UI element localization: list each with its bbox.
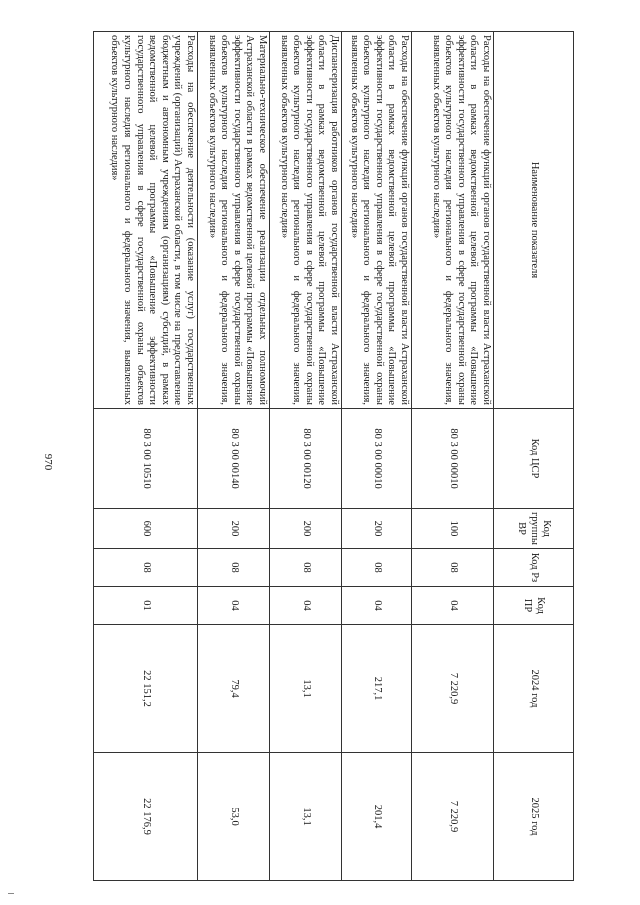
- row-2024: 7 220,9: [412, 625, 494, 753]
- row-2025: 13,1: [270, 753, 342, 881]
- row-vr: 200: [270, 509, 342, 549]
- row-name: Расходы на обеспечение функций органов государственной власти Астраханской области в рамках ведомственной целевой программы «Повышение эффективности государственного управления в сфере государственной охраны объектов культурного наследия регионального и федерального значения, выявленных объектов культурного наследия»: [412, 32, 494, 409]
- row-csr: 80 3 00 00140: [198, 409, 270, 509]
- row-name: Расходы на обеспечение деятельности (оказание услуг) государственных учреждений (организаций) Астраханской области, в том числе на предоставление бюджетным и автономным учреждениям (организациям) субсидий, в рамках ведомственной целевой программы «Повышение эффективности государственного управления в сфере государственной охраны объектов культурного наследия регионального и федерального значения, выявленных объектов культурного наследия»: [94, 32, 198, 409]
- row-csr: 80 3 00 00010: [412, 409, 494, 509]
- row-csr: 80 3 00 00010: [342, 409, 412, 509]
- row-2024: 13,1: [270, 625, 342, 753]
- row-vr: 200: [342, 509, 412, 549]
- row-rz: 08: [342, 549, 412, 587]
- rotated-table-container: [109, 31, 574, 880]
- row-rz: 08: [270, 549, 342, 587]
- row-csr: 80 3 00 10510: [94, 409, 198, 509]
- row-name: Диспансеризация работников органов государственной власти Астраханской области в рамках ведомственной целевой программы «Повышение эффективности государственного управления в сфере государственной охраны объектов культурного наследия регионального и федерального значения, выявленных объектов культурного наследия»: [270, 32, 342, 409]
- row-pr: 04: [270, 587, 342, 625]
- header-csr: Код ЦСР: [494, 409, 574, 509]
- table-header-row: [494, 32, 574, 881]
- table-row: [198, 32, 270, 881]
- table-row: [342, 32, 412, 881]
- row-name: Расходы на обеспечение функций органов государственной власти Астраханской области в рамках ведомственной целевой программы «Повышение эффективности государственного управления в сфере государственной охраны объектов культурного наследия регионального и федерального значения, выявленных объектов культурного наследия»: [342, 32, 412, 409]
- header-name: Наименование показателя: [494, 32, 574, 409]
- row-vr: 600: [94, 509, 198, 549]
- row-vr: 200: [198, 509, 270, 549]
- row-rz: 08: [412, 549, 494, 587]
- table-row: [94, 32, 198, 881]
- row-2025: 7 220,9: [412, 753, 494, 881]
- row-2025: 201,4: [342, 753, 412, 881]
- row-2024: 79,4: [198, 625, 270, 753]
- row-rz: 08: [198, 549, 270, 587]
- row-csr: 80 3 00 00120: [270, 409, 342, 509]
- row-pr: 04: [198, 587, 270, 625]
- header-pr: Код ПР: [494, 587, 574, 625]
- row-pr: 01: [94, 587, 198, 625]
- row-2024: 217,1: [342, 625, 412, 753]
- row-vr: 100: [412, 509, 494, 549]
- table-row: [270, 32, 342, 881]
- header-2025: 2025 год: [494, 753, 574, 881]
- header-rz: Код Рз: [494, 549, 574, 587]
- scan-edge-mark: [8, 893, 14, 894]
- row-rz: 08: [94, 549, 198, 587]
- header-2024: 2024 год: [494, 625, 574, 753]
- row-2024: 22 151,2: [94, 625, 198, 753]
- page-number: 970: [42, 453, 54, 471]
- row-2025: 22 176,9: [94, 753, 198, 881]
- row-pr: 04: [342, 587, 412, 625]
- row-name: Материально-техническое обеспечение реализации отдельных полномочий Астраханской области в рамках ведомственной целевой программы «Повышение эффективности государственного управления в сфере государственной охраны объектов культурного наследия регионального и федерального значения, выявленных объектов культурного наследия»: [198, 32, 270, 409]
- header-vr: Код группы ВР: [494, 509, 574, 549]
- budget-table: [93, 31, 574, 881]
- table-row: [412, 32, 494, 881]
- row-2025: 53,0: [198, 753, 270, 881]
- row-pr: 04: [412, 587, 494, 625]
